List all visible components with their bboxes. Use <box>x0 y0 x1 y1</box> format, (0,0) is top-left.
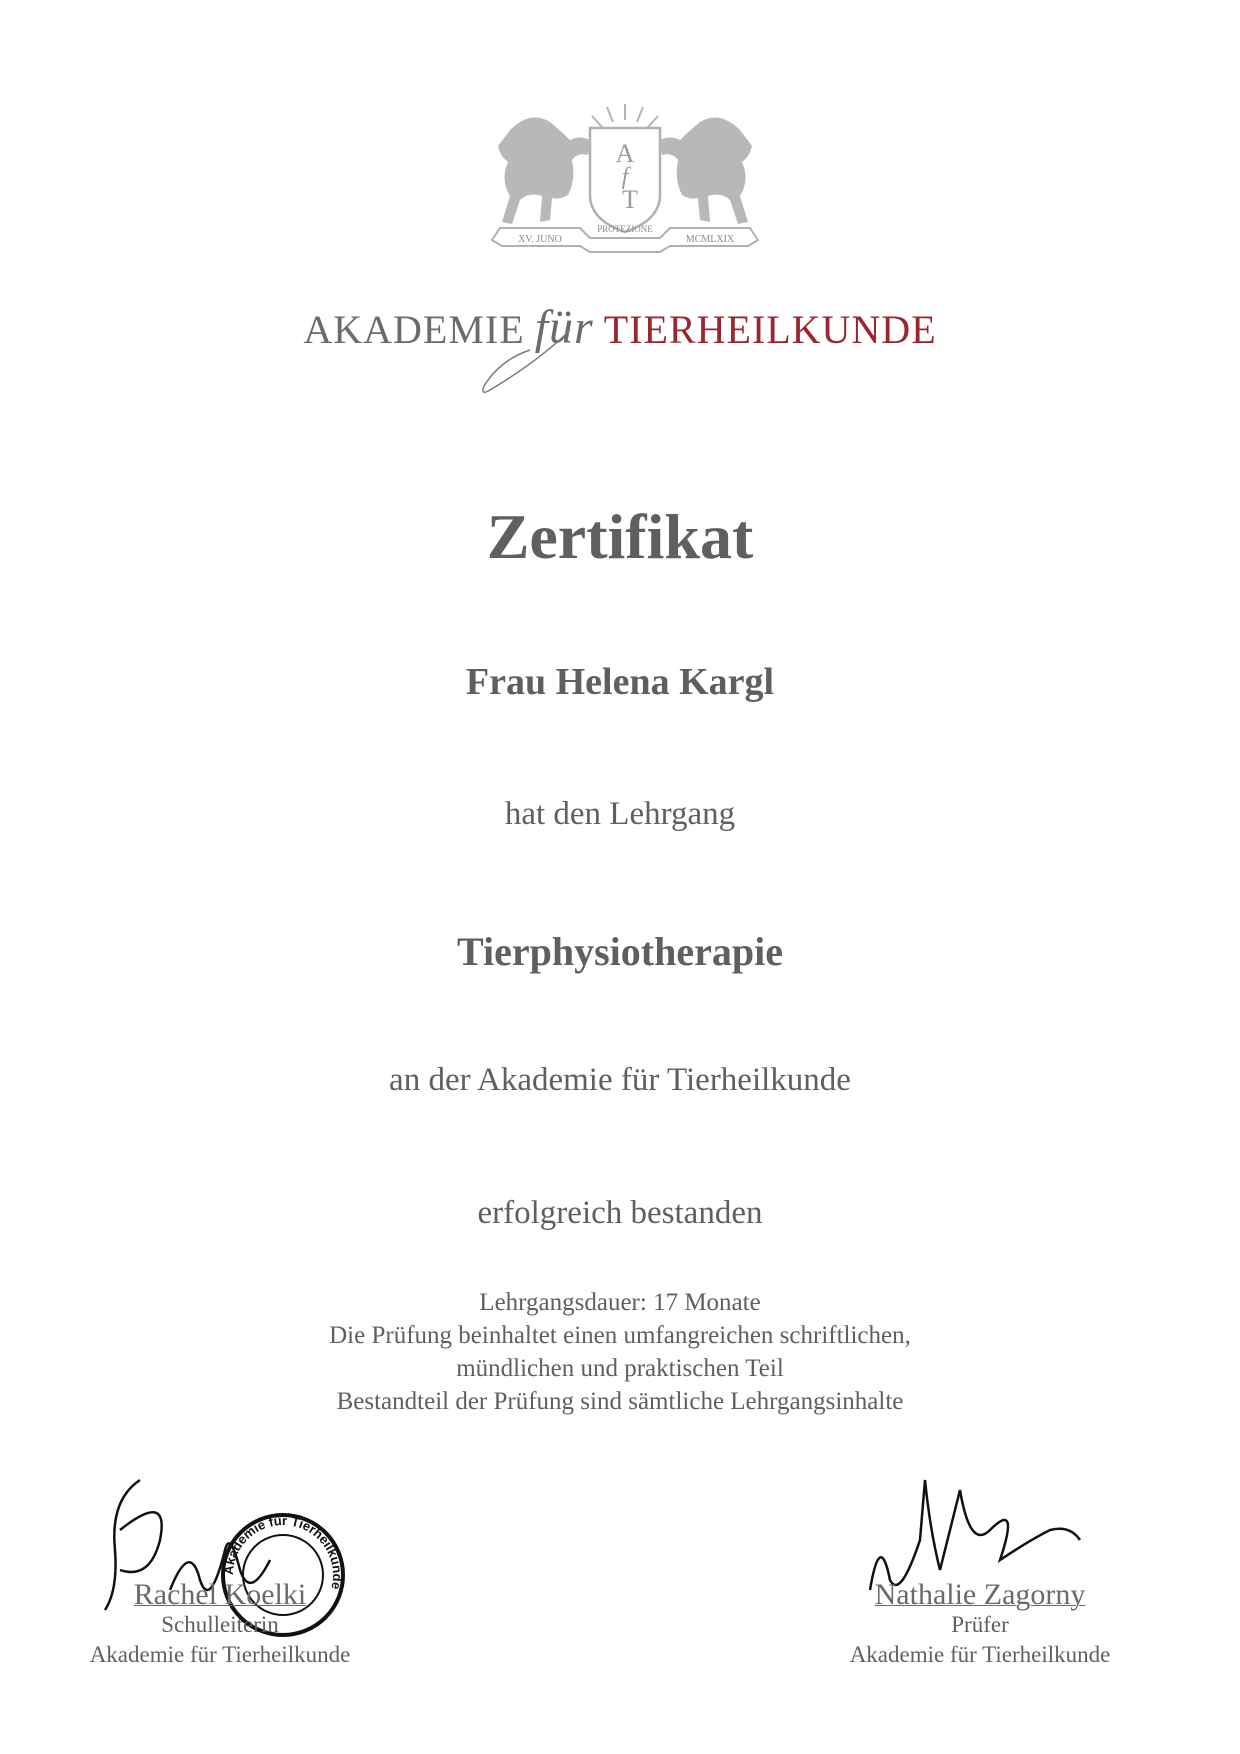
left-signatory-role: Schulleiterin <box>161 1612 279 1637</box>
certificate-title: Zertifikat <box>486 501 754 572</box>
statement-line-2: an der Akademie für Tierheilkunde <box>389 1062 851 1098</box>
svg-text:f: f <box>621 164 629 190</box>
recipient-name: Frau Helena Kargl <box>465 661 775 703</box>
svg-text:XV. JUNO: XV. JUNO <box>518 234 562 245</box>
svg-text:Akademie für Tierheilkunde: Akademie für Tierheilkunde <box>220 1512 346 1591</box>
left-signatory-org: Akademie für Tierheilkunde <box>89 1642 351 1667</box>
statement-line-1: hat den Lehrgang <box>504 796 736 832</box>
svg-text:PROTEZIONE: PROTEZIONE <box>597 224 653 234</box>
detail-line: Lehrgangsdauer: 17 Monate <box>479 1289 761 1316</box>
brand-fuer: für <box>534 301 594 354</box>
right-signature-block <box>820 1580 1140 1670</box>
detail-line: Die Prüfung beinhaltet einen umfangreichen schriftlichen, <box>329 1322 911 1349</box>
course-details <box>0 1286 1240 1418</box>
course-name: Tierphysiotherapie <box>457 929 783 974</box>
svg-text:A: A <box>615 139 635 168</box>
svg-text:T: T <box>622 185 638 214</box>
right-signatory-name: Nathalie Zagorny <box>874 1578 1086 1611</box>
brand-tierheilkunde: TIERHEILKUNDE <box>603 307 937 352</box>
detail-line: Bestandteil der Prüfung sind sämtliche Lehrgangsinhalte <box>336 1388 904 1415</box>
right-signatory-org: Akademie für Tierheilkunde <box>849 1642 1111 1667</box>
right-signatory-role: Prüfer <box>951 1612 1009 1637</box>
svg-text:MCMLXIX: MCMLXIX <box>685 234 735 245</box>
detail-line: mündlichen und praktischen Teil <box>456 1355 784 1382</box>
left-signatory-name: Rachel Koelki <box>133 1578 307 1611</box>
brand-akademie: AKADEMIE <box>303 307 525 352</box>
statement-line-3: erfolgreich bestanden <box>477 1195 763 1231</box>
left-signature-block <box>70 1580 370 1670</box>
crest-logo-icon <box>490 100 760 270</box>
brand-swoosh-icon <box>470 320 630 400</box>
